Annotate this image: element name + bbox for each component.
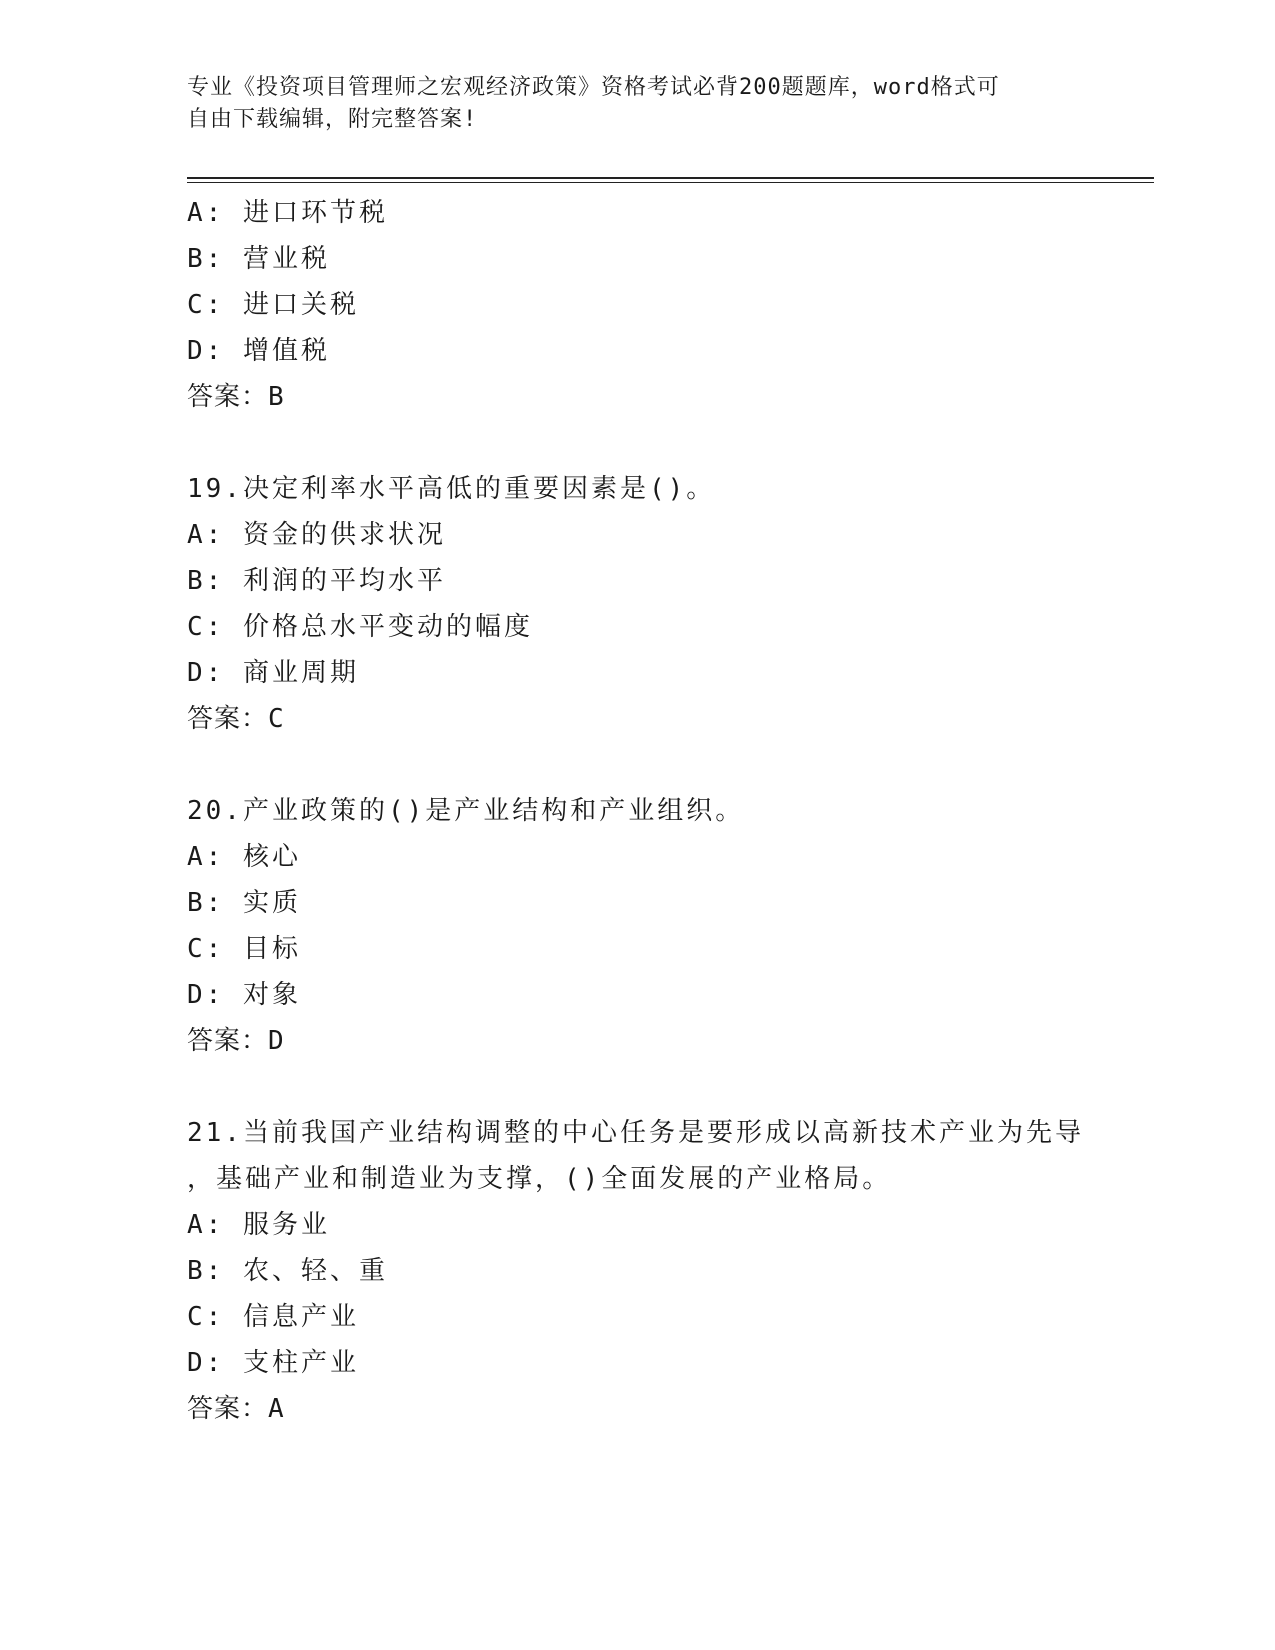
option-d: D: 商业周期 <box>187 658 359 688</box>
option-b: B: 利润的平均水平 <box>187 566 446 596</box>
option-c: C: 进口关税 <box>187 290 359 320</box>
answer-label: 答案： <box>187 382 269 412</box>
option-b: B: 营业税 <box>187 244 330 274</box>
answer-value: D <box>268 1026 285 1056</box>
answer-label: 答案： <box>187 1026 269 1056</box>
option-a: A: 核心 <box>187 842 301 872</box>
option-d: D: 增值税 <box>187 336 330 366</box>
header-title-line-2: 自由下载编辑，附完整答案! <box>187 107 478 132</box>
answer-line <box>187 696 1087 742</box>
option-d: D: 支柱产业 <box>187 1348 359 1378</box>
option-b: B: 实质 <box>187 888 301 918</box>
question-block <box>187 466 1087 742</box>
question-stem-line-1: 21.当前我国产业结构调整的中心任务是要形成以高新技术产业为先导 <box>187 1118 1084 1148</box>
question-block <box>187 788 1087 1064</box>
option-c: C: 目标 <box>187 934 301 964</box>
answer-value: A <box>268 1394 285 1424</box>
answer-label: 答案： <box>187 1394 269 1424</box>
option-a: A: 服务业 <box>187 1210 330 1240</box>
question-stem: 20.产业政策的()是产业结构和产业组织。 <box>187 796 745 826</box>
option-c: C: 信息产业 <box>187 1302 359 1332</box>
answer-value: C <box>268 704 285 734</box>
question-stem-line-2: ，基础产业和制造业为支撑，()全面发展的产业格局。 <box>187 1164 892 1194</box>
header-title-line-1: 专业《投资项目管理师之宏观经济政策》资格考试必背200题题库，word格式可 <box>187 75 1000 100</box>
answer-value: B <box>268 382 285 412</box>
answer-line <box>187 1386 1087 1432</box>
answer-line <box>187 374 1087 420</box>
option-c: C: 价格总水平变动的幅度 <box>187 612 533 642</box>
option-a: A: 资金的供求状况 <box>187 520 446 550</box>
question-stem: 19.决定利率水平高低的重要因素是()。 <box>187 474 716 504</box>
option-a: A: 进口环节税 <box>187 198 388 228</box>
answer-line <box>187 1018 1087 1064</box>
question-block <box>187 1110 1087 1432</box>
option-d: D: 对象 <box>187 980 301 1010</box>
question-list <box>187 190 1087 1478</box>
answer-label: 答案： <box>187 704 269 734</box>
document-header <box>187 72 1067 136</box>
header-divider <box>187 177 1154 183</box>
question-block <box>187 190 1087 420</box>
option-b: B: 农、轻、重 <box>187 1256 388 1286</box>
